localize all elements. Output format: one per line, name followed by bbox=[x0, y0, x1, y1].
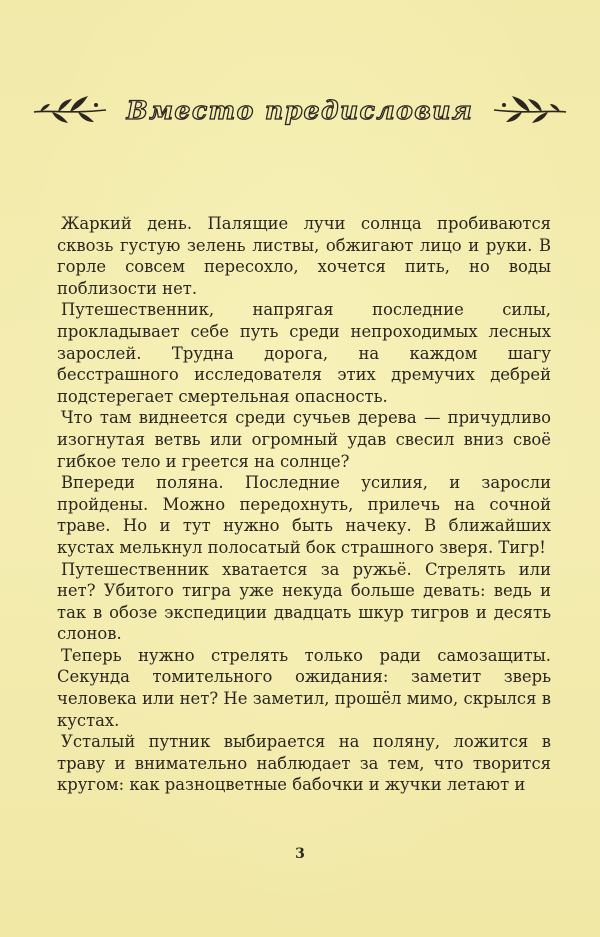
chapter-title: Вместо предисловия bbox=[126, 95, 474, 125]
right-leaf-ornament-icon bbox=[490, 92, 570, 128]
body-text bbox=[57, 213, 551, 796]
left-leaf-ornament-icon bbox=[30, 92, 110, 128]
chapter-header bbox=[30, 88, 570, 132]
paragraph: Впереди поляна. Последние усилия, и заросли пройдены. Можно передохнуть, прилечь на сочной траве. Но и тут нужно быть начеку. В ближайших кустах мелькнул полосатый бок страшного зверя. Тигр! bbox=[57, 473, 551, 557]
paragraph: Теперь нужно стрелять только ради самозащиты. Секунда томительного ожидания: заметит зверь человека или нет? Не заметил, прошёл мимо, скрылся в кустах. bbox=[57, 645, 551, 730]
paragraph: Путешественник, напрягая последние силы, прокладывает себе путь среди непроходимых лесных зарослей. Трудна дорога, на каждом шагу бесстрашного исследователя этих дремучих дебрей подстерегает смертельная опасность. bbox=[57, 300, 551, 406]
page-number: 3 bbox=[295, 846, 305, 862]
paragraph: Путешественник хватается за ружьё. Стрелять или нет? Убитого тигра уже некуда больше девать: ведь и так в обозе экспедиции двадцать шкур тигров и десять слонов. bbox=[57, 559, 551, 644]
paragraph: Что там виднеется среди сучьев дерева — причудливо изогнутая ветвь или огромный удав свесил вниз своё гибкое тело и греется на солнце? bbox=[57, 408, 551, 471]
paragraph: Жаркий день. Палящие лучи солнца пробиваются сквозь густую зелень листвы, обжигают лицо и руки. В горле совсем пересохло, хочется пить, но воды поблизости нет. bbox=[57, 214, 551, 298]
paragraph: Усталый путник выбирается на поляну, ложится в траву и внимательно наблюдает за тем, что творится кругом: как разноцветные бабочки и жучки летают и bbox=[57, 732, 551, 795]
